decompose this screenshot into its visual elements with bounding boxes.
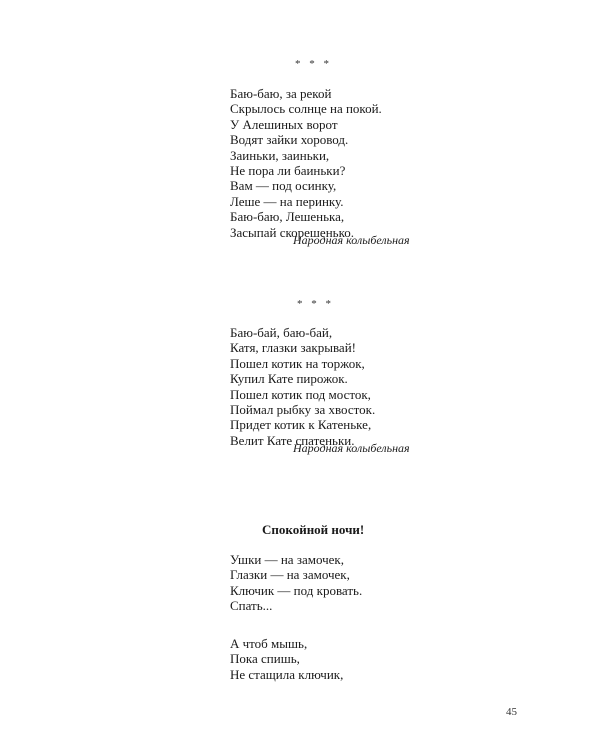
poem-3-stanza-1 [230, 552, 362, 614]
poem-line: Баю-бай, баю-бай, [230, 325, 333, 340]
poem-3-stanza-2 [230, 636, 343, 682]
poem-line: Засыпай скорешенько. [230, 224, 354, 240]
poem-3-title: Спокойной ночи! [262, 522, 365, 537]
poem-1-attribution: Народная колыбельная [293, 233, 410, 247]
poem-line: Заиньки, заиньки, [230, 147, 330, 163]
poem-line: Не стащила ключик, [230, 666, 344, 682]
poem-line: Леше — на перинку. [230, 193, 344, 209]
poem-line: Скрылось солнце на покой. [230, 101, 382, 117]
poem-line: Купил Кате пирожок. [230, 371, 348, 387]
poem-line: Пока спишь, [230, 651, 300, 667]
poem-line: Ушки — на замочек, [230, 552, 344, 567]
poem-line: Водят зайки хоровод. [230, 132, 349, 148]
poem-line: Ключик — под кровать. [230, 582, 363, 598]
poem-line: Не пора ли баиньки? [230, 163, 346, 179]
poem-line: Катя, глазки закрывай! [230, 340, 356, 356]
poem-1-body [230, 86, 382, 240]
section-separator-2: * * * [297, 298, 334, 310]
poem-line: А чтоб мышь, [230, 636, 308, 651]
poem-line: Спать... [230, 598, 273, 614]
poem-line: Поймал рыбку за хвосток. [230, 402, 376, 418]
poem-2-attribution: Народная колыбельная [293, 441, 410, 455]
page-number: 45 [506, 706, 517, 718]
poem-line: Пошел котик на торжок, [230, 355, 365, 371]
poem-line: У Алешиных ворот [230, 116, 338, 132]
poem-line: Баю-баю, Лешенька, [230, 209, 345, 225]
poem-2-body [230, 325, 375, 448]
poem-line: Вам — под осинку, [230, 178, 337, 194]
poem-line: Пошел котик под мосток, [230, 386, 371, 402]
poem-line: Глазки — на замочек, [230, 567, 350, 583]
poem-line: Велит Кате спатеньки. [230, 432, 355, 448]
section-separator-1: * * * [295, 58, 332, 70]
poem-line: Баю-баю, за рекой [230, 86, 332, 101]
poem-line: Придет котик к Катеньке, [230, 417, 372, 433]
